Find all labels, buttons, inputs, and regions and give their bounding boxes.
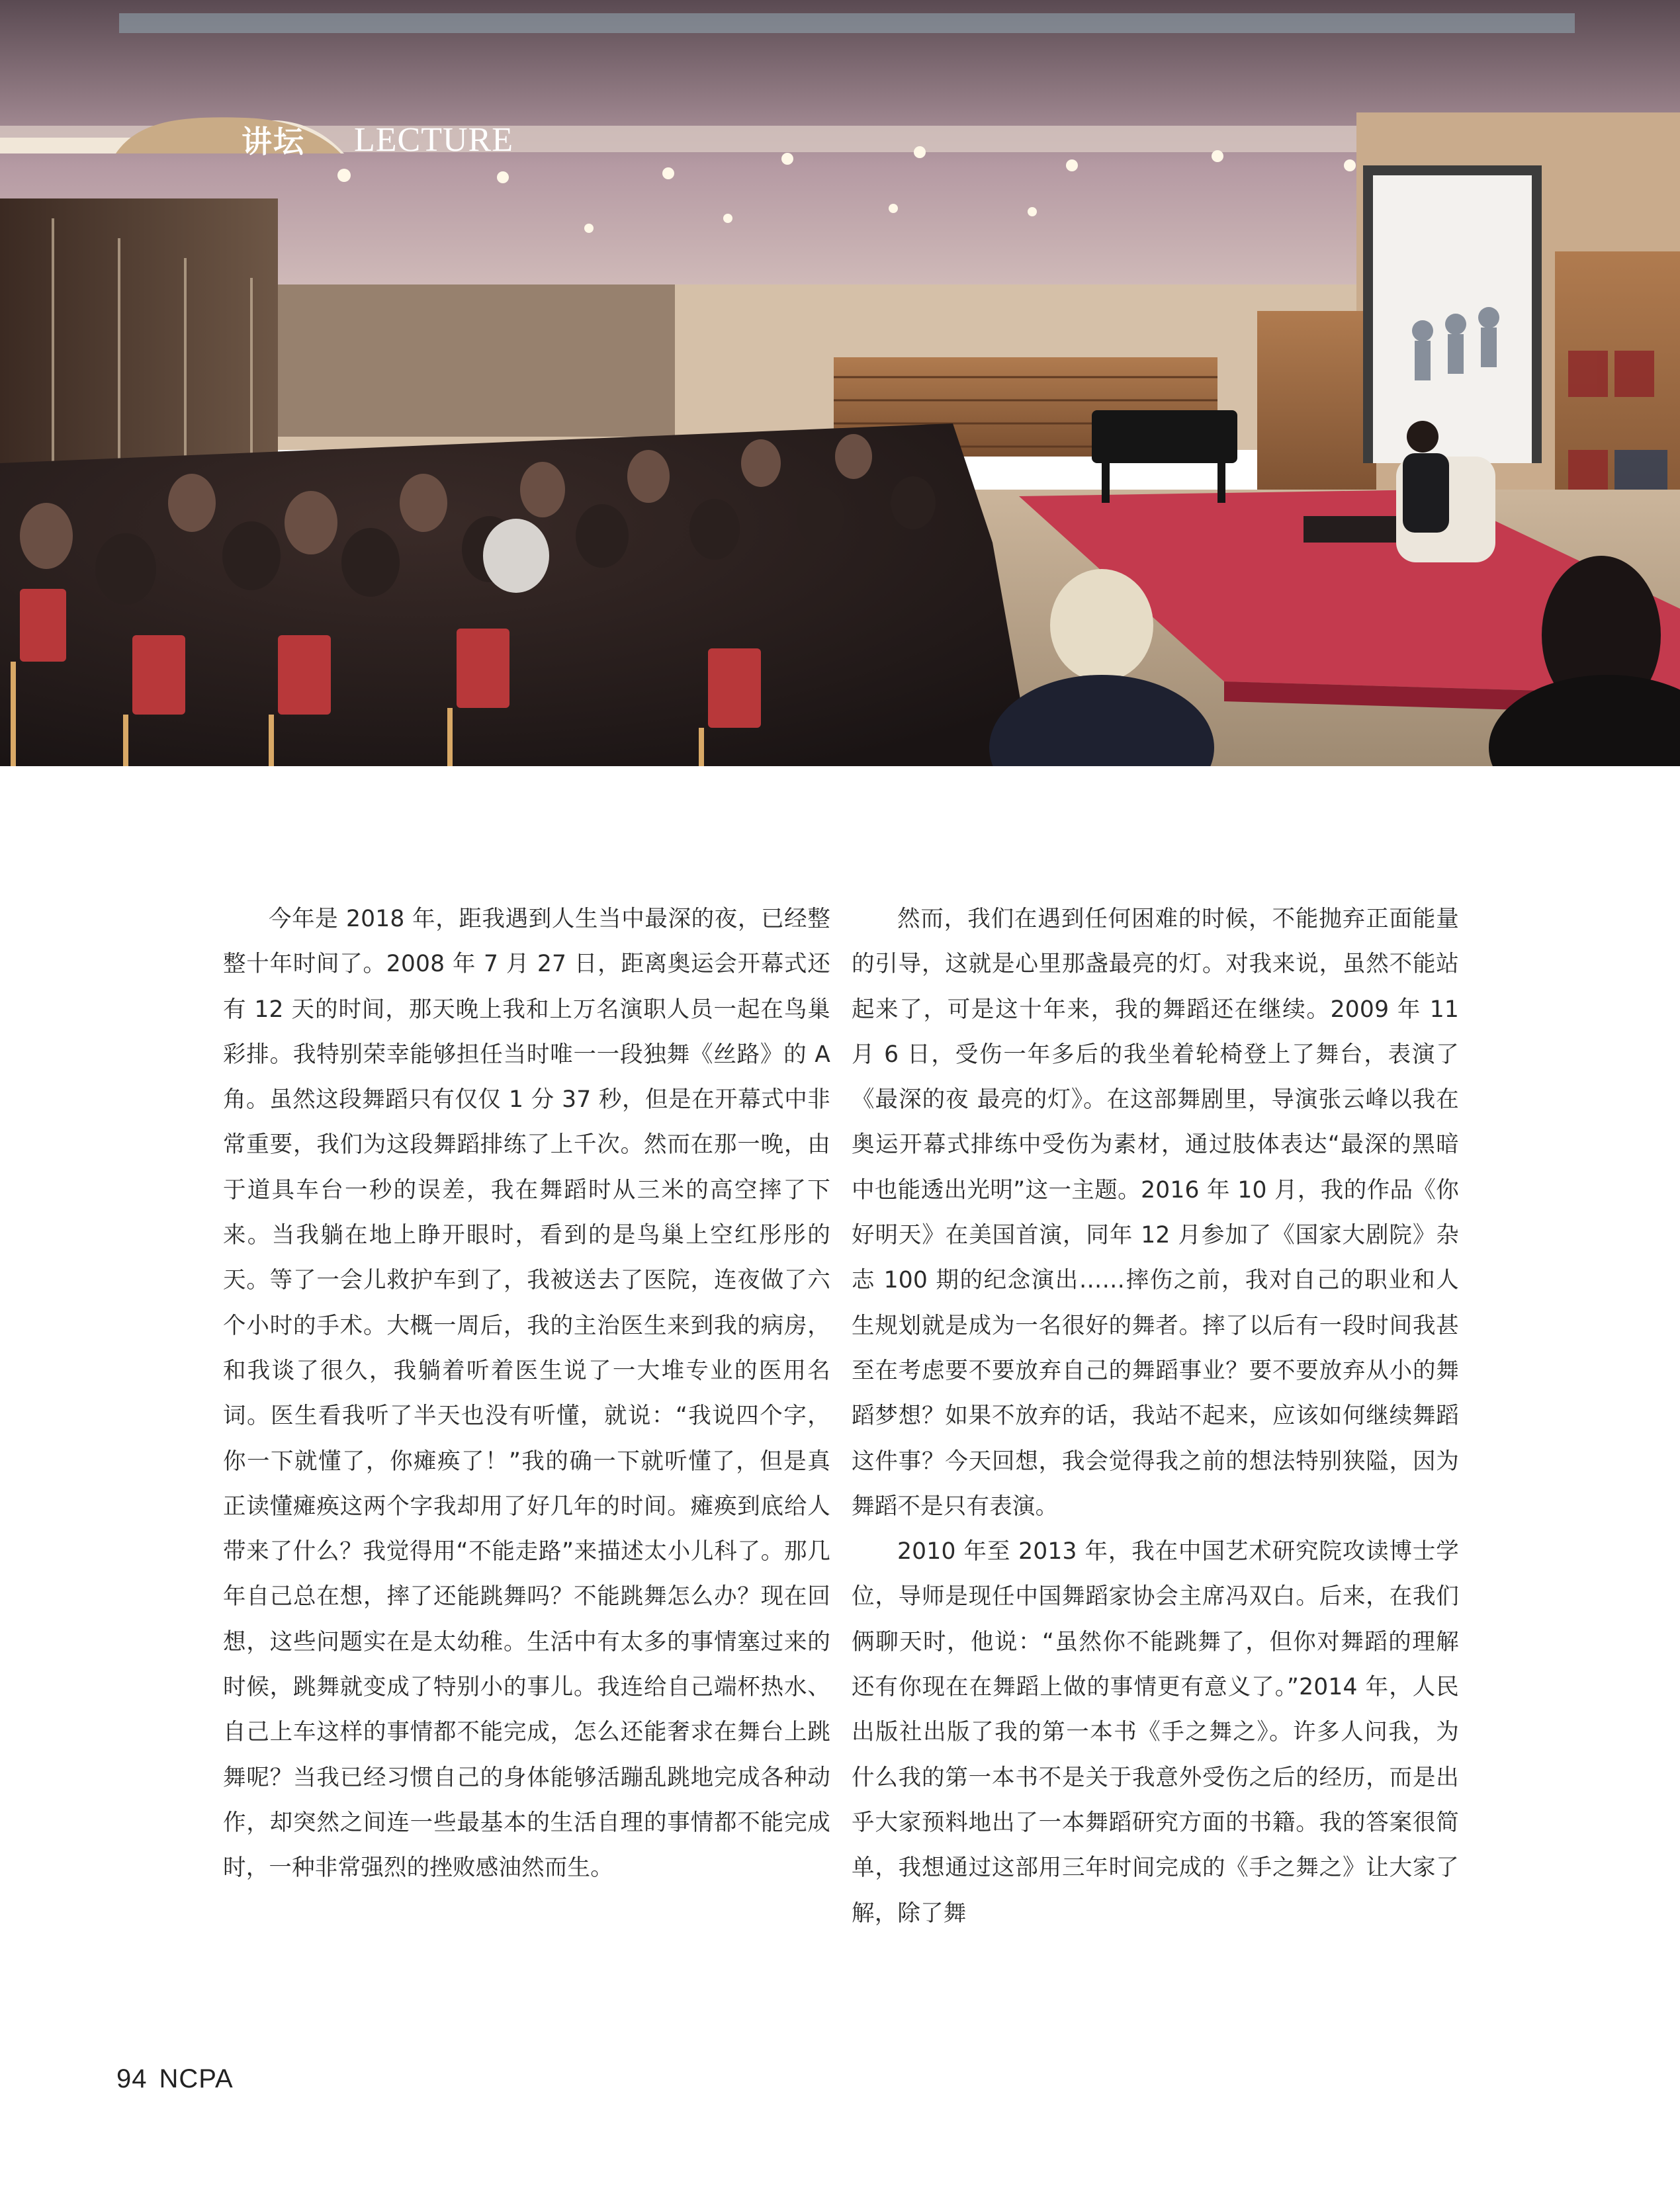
- article-paragraph: 然而，我们在遇到任何困难的时候，不能抛弃正面能量的引导，这就是心里那盏最亮的灯。对我来说，虽然不能站起来了，可是这十年来，我的舞蹈还在继续。2009 年 11 月 6 日，受伤一年多后的我坐着轮椅登上了舞台，表演了《最深的夜 最亮的灯》。在这部舞剧里，导演张云峰以我在奥运开幕式排练中受伤为素材，通过肢体表达“最深的黑暗中也能透出光明”这一主题。2016 年 10 月，我的作品《你好明天》在美国首演，同年 12 月参加了《国家大剧院》杂志 100 期的纪念演出……摔伤之前，我对自己的职业和人生规划就是成为一名很好的舞者。摔了以后有一段时间我甚至在考虑要不要放弃自己的舞蹈事业？要不要放弃从小的舞蹈梦想？如果不放弃的话，我站不起来，应该如何继续舞蹈这件事？今天回想，我会觉得我之前的想法特别狭隘，因为舞蹈不是只有表演。: [852, 906, 1459, 1520]
- page-folio: [116, 2064, 245, 2094]
- article-paragraph: 2010 年至 2013 年，我在中国艺术研究院攻读博士学位，导师是现任中国舞蹈家协会主席冯双白。后来，在我们俩聊天时，他说：“虽然你不能跳舞了，但你对舞蹈的理解还有你现在在舞蹈上做的事情更有意义了。”2014 年，人民出版社出版了我的第一本书《手之舞之》。许多人问我，为什么我的第一本书不是关于我意外受伤之后的经历，而是出乎大家预料地出了一本舞蹈研究方面的书籍。我的答案很简单，我想通过这部用三年时间完成的《手之舞之》让大家了解，除了舞: [852, 1538, 1459, 1927]
- page-number: 94: [116, 2064, 148, 2093]
- section-label-cn: 讲坛: [242, 124, 305, 159]
- publication-name: NCPA: [159, 2064, 234, 2093]
- section-label-en: LECTURE: [354, 121, 513, 159]
- article-column-left: [223, 897, 830, 1891]
- article-paragraph: 今年是 2018 年，距我遇到人生当中最深的夜，已经整整十年时间了。2008 年 7 月 27 日，距离奥运会开幕式还有 12 天的时间，那天晚上我和上万名演职人员一起在鸟巢彩排。我特别荣幸能够担任当时唯一一段独舞《丝路》的 A 角。虽然这段舞蹈只有仅仅 1 分 37 秒，但是在开幕式中非常重要，我们为这段舞蹈排练了上千次。然而在那一晚，由于道具车台一秒的误差，我在舞蹈时从三米的高空摔了下来。当我躺在地上睁开眼时，看到的是鸟巢上空红彤彤的天。等了一会儿救护车到了，我被送去了医院，连夜做了六个小时的手术。大概一周后，我的主治医生来到我的病房，和我谈了很久，我躺着听着医生说了一大堆专业的医用名词。医生看我听了半天也没有听懂，就说：“我说四个字，你一下就懂了，你瘫痪了！”我的确一下就听懂了，但是真正读懂瘫痪这两个字我却用了好几年的时间。瘫痪到底给人带来了什么？我觉得用“不能走路”来描述太小儿科了。那几年自己总在想，摔了还能跳舞吗？不能跳舞怎么办？现在回想，这些问题实在是太幼稚。生活中有太多的事情塞过来的时候，跳舞就变成了特别小的事儿。我连给自己端杯热水、自己上车这样的事情都不能完成，怎么还能奢求在舞台上跳舞呢？当我已经习惯自己的身体能够活蹦乱跳地完成各种动作，却突然之间连一些最基本的生活自理的事情都不能完成时，一种非常强烈的挫败感油然而生。: [223, 906, 830, 1882]
- article-column-right: [852, 897, 1459, 1936]
